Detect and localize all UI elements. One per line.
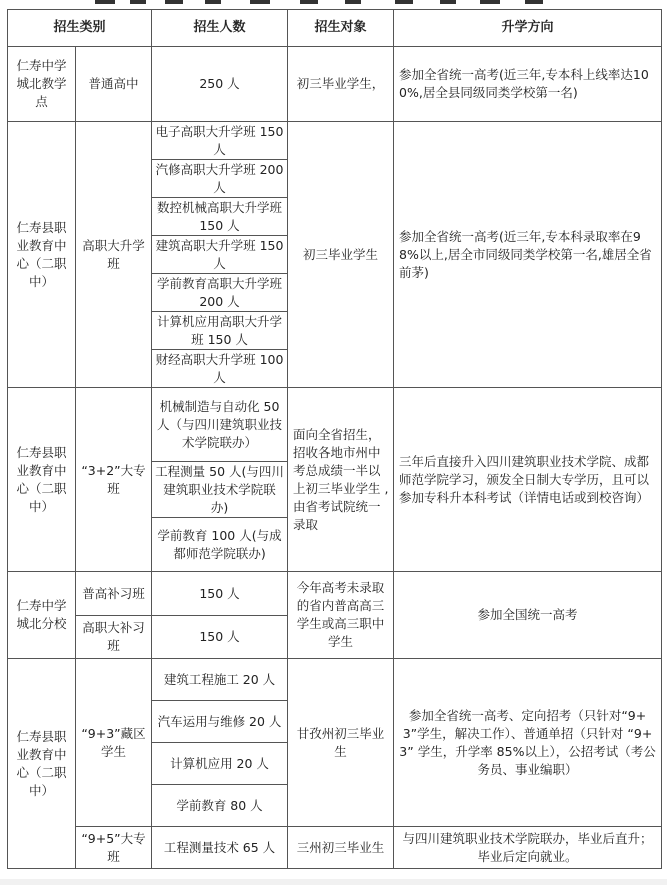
school-cell: 仁寿县职业教育中心（二职中） xyxy=(8,122,76,388)
count-cell: 建筑工程施工 20 人 xyxy=(152,659,288,701)
count-cell: 150 人 xyxy=(152,616,288,659)
direction-cell: 三年后直接升入四川建筑职业技术学院、成都师范学院学习，颁发全日制大专学历，且可以参加专科升本科考试（详情电话或到校咨询） xyxy=(394,388,662,572)
school-cell: 仁寿县职业教育中心（二职中） xyxy=(8,388,76,572)
table-row xyxy=(8,388,662,462)
count-cell: 建筑高职大升学班 150 人 xyxy=(152,236,288,274)
program-cell: “3+2”大专班 xyxy=(76,388,152,572)
school-cell: 仁寿中学城北分校 xyxy=(8,572,76,659)
header-count: 招生人数 xyxy=(152,10,288,47)
program-cell: 普通高中 xyxy=(76,47,152,122)
count-cell: 机械制造与自动化 50 人（与四川建筑职业技术学院联办） xyxy=(152,388,288,462)
target-cell: 今年高考未录取的省内普高高三学生或高三职中学生 xyxy=(288,572,394,659)
count-cell: 学前教育 100 人(与成都师范学院联办) xyxy=(152,518,288,572)
table-row xyxy=(8,122,662,160)
program-cell: “9+5”大专班 xyxy=(76,827,152,869)
count-cell: 工程测量 50 人(与四川建筑职业技术学院联办) xyxy=(152,462,288,518)
school-cell: 仁寿中学城北教学点 xyxy=(8,47,76,122)
direction-cell: 参加全国统一高考 xyxy=(394,572,662,659)
count-cell: 财经高职大升学班 100 人 xyxy=(152,350,288,388)
school-cell: 仁寿县职业教育中心（二职中） xyxy=(8,659,76,869)
target-cell: 初三毕业学生， xyxy=(288,47,394,122)
page-bottom-bar xyxy=(0,879,667,885)
cropped-title-strip xyxy=(0,0,667,6)
target-cell: 初三毕业学生 xyxy=(288,122,394,388)
table-row xyxy=(8,827,662,869)
header-row xyxy=(8,10,662,47)
count-cell: 250 人 xyxy=(152,47,288,122)
direction-cell: 参加全省统一高考(近三年,专本科上线率达100%,居全县同级同类学校第一名) xyxy=(394,47,662,122)
count-cell: 学前教育高职大升学班 200 人 xyxy=(152,274,288,312)
program-cell: 高职大补习班 xyxy=(76,616,152,659)
table-row xyxy=(8,572,662,616)
table-row xyxy=(8,659,662,701)
count-cell: 学前教育 80 人 xyxy=(152,785,288,827)
enrollment-table xyxy=(7,9,662,869)
direction-cell: 与四川建筑职业技术学院联办，毕业后直升；毕业后定向就业。 xyxy=(394,827,662,869)
count-cell: 电子高职大升学班 150 人 xyxy=(152,122,288,160)
count-cell: 工程测量技术 65 人 xyxy=(152,827,288,869)
count-cell: 150 人 xyxy=(152,572,288,616)
target-cell: 三州初三毕业生 xyxy=(288,827,394,869)
header-direction: 升学方向 xyxy=(394,10,662,47)
direction-cell: 参加全省统一高考、定向招考（只针对“9+3”学生，解决工作）、普通单招（只针对 “9+3” 学生，升学率 85%以上），公招考试（考公务员、事业编职） xyxy=(394,659,662,827)
program-cell: “9+3”藏区学生 xyxy=(76,659,152,827)
direction-cell: 参加全省统一高考(近三年,专本科录取率在98%以上,居全市同级同类学校第一名,雄居全省前茅) xyxy=(394,122,662,388)
count-cell: 汽修高职大升学班 200 人 xyxy=(152,160,288,198)
header-category: 招生类别 xyxy=(8,10,152,47)
target-cell: 面向全省招生，招收各地市州中考总成绩一半以上初三毕业学生 ,由省考试院统一录取 xyxy=(288,388,394,572)
target-cell: 甘孜州初三毕业生 xyxy=(288,659,394,827)
program-cell: 普高补习班 xyxy=(76,572,152,616)
count-cell: 汽车运用与维修 20 人 xyxy=(152,701,288,743)
header-target: 招生对象 xyxy=(288,10,394,47)
count-cell: 计算机应用高职大升学班 150 人 xyxy=(152,312,288,350)
program-cell: 高职大升学班 xyxy=(76,122,152,388)
count-cell: 数控机械高职大升学班 150 人 xyxy=(152,198,288,236)
count-cell: 计算机应用 20 人 xyxy=(152,743,288,785)
table-row xyxy=(8,47,662,122)
